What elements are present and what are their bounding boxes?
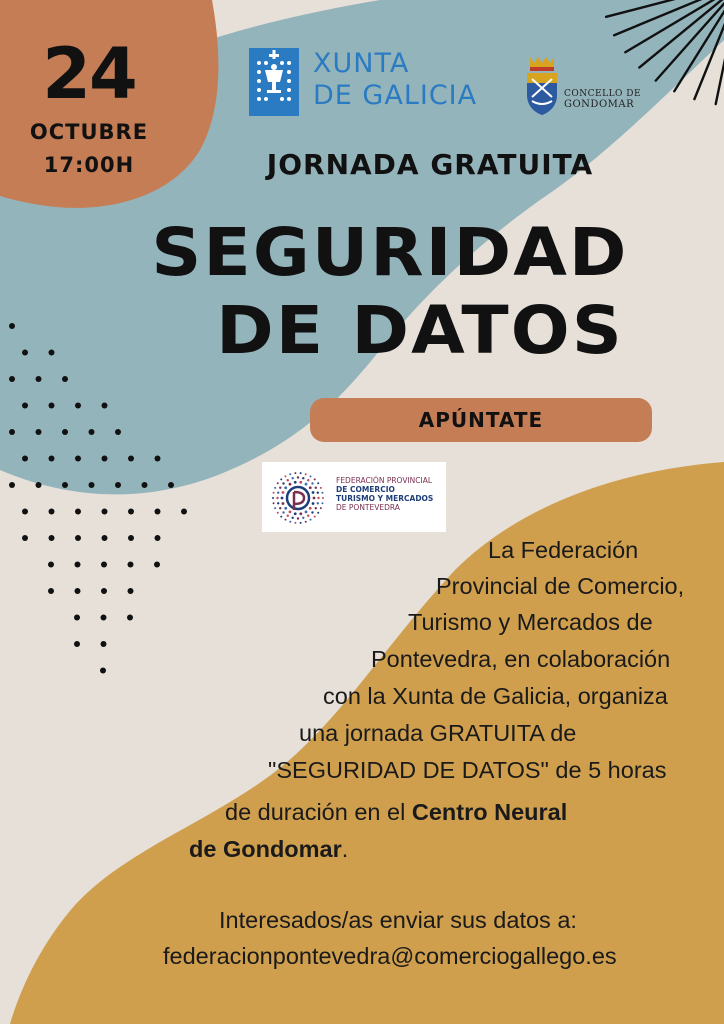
federacion-line4: DE PONTEVEDRA xyxy=(336,503,400,512)
body-line-9 xyxy=(189,830,348,868)
event-subheading: JORNADA GRATUITA xyxy=(266,148,594,181)
federacion-line1: FEDERACIÓN PROVINCIAL xyxy=(336,476,433,485)
date-month: OCTUBRE xyxy=(29,120,149,144)
title-line1: SEGURIDAD xyxy=(151,214,629,291)
federacion-mark-icon xyxy=(270,470,326,526)
concello-line2: GONDOMAR xyxy=(564,99,635,110)
federacion-logo xyxy=(262,462,446,532)
venue-name-part1: Centro Neural xyxy=(411,799,568,825)
title-line2: DE DATOS xyxy=(216,292,624,369)
body-line-6: una jornada GRATUITA de xyxy=(299,720,577,746)
body-line-8-text: de duración en el xyxy=(225,799,412,825)
body-line-2: Provincial de Comercio, xyxy=(436,573,685,599)
body-line-4: Pontevedra, en colaboración xyxy=(371,646,671,672)
contact-email[interactable]: federacionpontevedra@comerciogallego.es xyxy=(163,943,617,969)
body-line-1: La Federación xyxy=(488,537,639,563)
body-line-3: Turismo y Mercados de xyxy=(408,609,653,635)
venue-name-part2: de Gondomar xyxy=(189,836,342,862)
xunta-line2: DE GALICIA xyxy=(313,80,478,111)
body-line-7: "SEGURIDAD DE DATOS" de 5 horas xyxy=(268,757,667,783)
xunta-line1: XUNTA xyxy=(313,48,410,79)
crest-icon xyxy=(524,55,560,117)
xunta-shield-icon xyxy=(249,48,299,116)
apuntate-button[interactable]: APÚNTATE xyxy=(310,398,652,442)
xunta-logo xyxy=(249,48,499,116)
body-line-8 xyxy=(225,793,567,831)
body-line-5: con la Xunta de Galicia, organiza xyxy=(323,683,668,709)
date-day: 24 xyxy=(42,33,136,115)
federacion-line2: DE COMERCIO xyxy=(336,485,395,494)
date-time: 17:00H xyxy=(43,153,135,177)
contact-label: Interesados/as enviar sus datos a: xyxy=(219,907,577,933)
federacion-line3: TURISMO Y MERCADOS xyxy=(336,494,434,503)
concello-gondomar-logo xyxy=(524,55,644,119)
concello-line1: CONCELLO DE xyxy=(564,89,642,99)
body-line-9-period: . xyxy=(341,836,349,862)
